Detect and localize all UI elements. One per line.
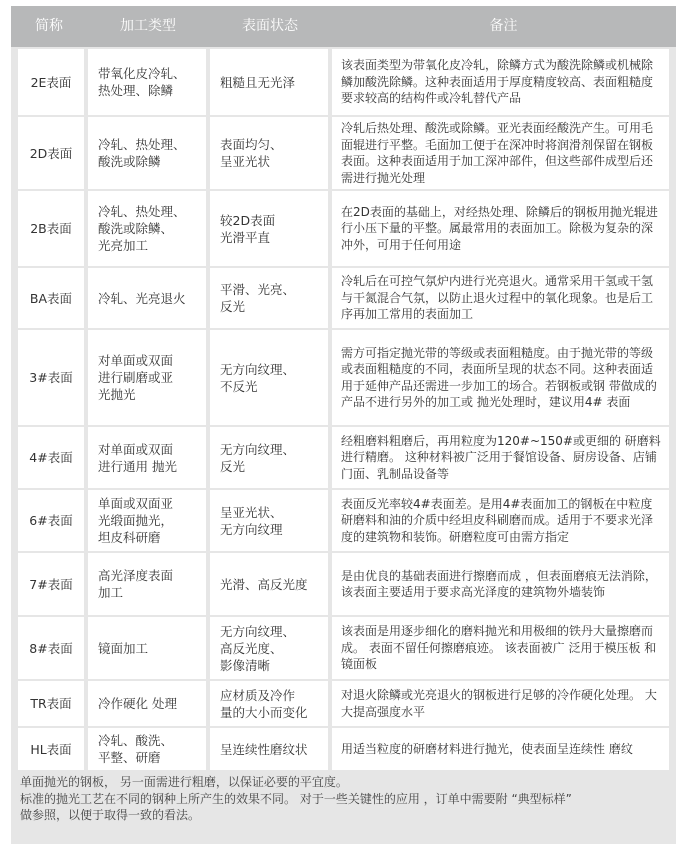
surface-finish-table	[11, 6, 676, 844]
row-code-cell	[18, 191, 84, 266]
row-process: 单面或双面亚 光缎面抛光， 坦皮科研磨	[98, 496, 174, 545]
row-code: 7#表面	[29, 576, 73, 592]
row-code: BA表面	[29, 290, 73, 306]
row-remark: 在2D表面的基础上，对经热处理、除鳞后的钢板用抛光辊进行小压下量的平整。属最常用的表面加工。除极为复杂的深冲外，可用于任何用途	[341, 204, 658, 252]
row-remark-cell	[332, 117, 669, 189]
row-process: 冷轧、酸洗、 平整、研磨	[98, 733, 174, 765]
row-code-cell	[18, 427, 84, 488]
row-remark-cell	[332, 191, 669, 266]
row-process-cell	[88, 427, 206, 488]
row-surface-cell	[210, 681, 328, 726]
footnote-line: 做参照，以便于取得一致的看法。	[20, 808, 201, 822]
row-surface: 粗糙且无光泽	[220, 74, 296, 90]
row-process-cell	[88, 728, 206, 770]
table-row	[11, 427, 676, 488]
row-process: 对单面或双面 进行通用 抛光	[98, 441, 177, 474]
row-surface: 呈亚光状、 无方向纹理	[220, 504, 283, 537]
row-process-cell	[88, 330, 206, 425]
row-surface-cell	[210, 490, 328, 551]
row-code-cell	[18, 117, 84, 189]
footnote	[20, 774, 670, 824]
row-surface-cell	[210, 330, 328, 425]
row-process: 高光泽度表面 加工	[98, 568, 174, 600]
row-surface-cell	[210, 117, 328, 189]
row-process-cell	[88, 617, 206, 679]
row-process: 冷轧、热处理、 酸洗或除鳞、 光亮加工	[98, 204, 186, 253]
row-surface: 应材质及冷作 量的大小而变化	[220, 687, 308, 720]
row-code-cell	[18, 49, 84, 115]
table-row	[11, 681, 676, 726]
row-process: 对单面或双面 进行刷磨或亚 光抛光	[98, 353, 174, 402]
row-process-cell	[88, 268, 206, 328]
row-code: 2D表面	[29, 145, 73, 161]
header-code: 简称	[35, 18, 63, 34]
row-code: HL表面	[30, 741, 72, 757]
table-row	[11, 268, 676, 328]
row-process-cell	[88, 490, 206, 551]
header-surface: 表面状态	[242, 18, 298, 34]
row-code: 2B表面	[30, 221, 72, 236]
row-process-cell	[88, 681, 206, 726]
row-remark-cell	[332, 330, 669, 425]
row-code: 8#表面	[29, 640, 73, 656]
row-remark-cell	[332, 49, 669, 115]
row-surface-cell	[210, 427, 328, 488]
row-process-cell	[88, 117, 206, 189]
table-row	[11, 553, 676, 615]
row-process: 冷轧、光亮退火	[98, 290, 186, 306]
row-remark-cell	[332, 728, 669, 770]
row-remark-cell	[332, 490, 669, 551]
row-code-cell	[18, 553, 84, 615]
row-surface: 表面均匀、 呈亚光状	[220, 137, 283, 169]
row-code: 4#表面	[29, 450, 73, 465]
row-remark-cell	[332, 553, 669, 615]
table-row	[11, 617, 676, 679]
row-code: 6#表面	[29, 513, 73, 528]
row-code-cell	[18, 617, 84, 679]
row-remark-cell	[332, 268, 669, 328]
row-remark: 冷轧后在可控气氛炉内进行光亮退火。通常采用干氢或干氢与干氮混合气氛，以防止退火过程中的氧化现象。也是后工序再加工常用的表面加工	[341, 274, 654, 322]
row-surface-cell	[210, 268, 328, 328]
row-process: 冷作硬化 处理	[98, 696, 177, 711]
row-code: TR表面	[30, 696, 72, 711]
row-surface: 无方向纹理、 不反光	[220, 361, 296, 394]
table-row	[11, 191, 676, 266]
row-remark: 对退火除鳞或光亮退火的钢板进行足够的冷作硬化处理。 大大提高强度水平	[341, 688, 657, 719]
row-surface: 无方向纹理、 反光	[220, 441, 296, 474]
row-surface: 呈连续性磨纹状	[220, 741, 308, 757]
row-process: 镜面加工	[98, 640, 149, 656]
row-code-cell	[18, 681, 84, 726]
table-row	[11, 117, 676, 189]
row-surface-cell	[210, 553, 328, 615]
row-remark-cell	[332, 681, 669, 726]
row-code: 2E表面	[30, 74, 72, 90]
row-code: 3#表面	[29, 370, 73, 385]
table-row	[11, 490, 676, 551]
row-remark-cell	[332, 427, 669, 488]
row-surface: 平滑、光亮、 反光	[220, 282, 296, 314]
row-remark: 该表面是用逐步细化的磨料抛光和用极细的铁丹大量擦磨而成。 表面不留任何擦磨痕迹。 该表面被广 泛用于模压板 和镜面板	[341, 624, 657, 672]
table-row	[11, 330, 676, 425]
row-remark-cell	[332, 617, 669, 679]
row-code-cell	[18, 490, 84, 551]
row-remark: 表面反光率较4#表面差。是用4#表面加工的钢板在中粒度研磨料和油的介质中经坦皮科刷磨而成。适用于不要求光泽度的建筑物和装饰。研磨粒度可由需方指定	[341, 496, 654, 544]
row-surface-cell	[210, 728, 328, 770]
row-surface: 较2D表面 光滑平直	[220, 212, 276, 245]
table-row	[11, 49, 676, 115]
row-process: 带氧化皮冷轧、 热处理、除鳞	[98, 66, 186, 98]
row-code-cell	[18, 268, 84, 328]
footnote-line: 单面抛光的钢板， 另一面需进行粗磨，以保证必要的平宜度。	[20, 775, 348, 789]
row-surface: 无方向纹理、 高反光度、 影像清晰	[220, 623, 296, 673]
row-process-cell	[88, 191, 206, 266]
row-surface-cell	[210, 49, 328, 115]
row-surface-cell	[210, 617, 328, 679]
row-process-cell	[88, 49, 206, 115]
row-surface: 光滑、高反光度	[220, 576, 308, 592]
row-remark: 该表面类型为带氧化皮冷轧，除鳞方式为酸洗除鳞或机械除鳞加酸洗除鳞。这种表面适用于厚度精度较高、表面粗糙度要求较高的结构件或冷轧替代产品	[341, 58, 654, 106]
header-process: 加工类型	[120, 18, 176, 34]
header-remark: 备注	[489, 18, 518, 34]
row-remark: 是由优良的基础表面进行擦磨而成 ，但表面磨痕无法消除，该表面主要适用于要求高光泽度的建筑物外墙装饰	[341, 568, 657, 599]
row-remark: 经粗磨料粗磨后，再用粒度为120#~150#或更细的 研磨料进行精磨。 这种材料被广泛用于餐馆设备、厨房设备、店铺门面、乳制品设备等	[341, 433, 661, 481]
footnote-line: 标准的抛光工艺在不同的钢种上所产生的效果不同。 对于一些关键性的应用 ，订单中需要附 “典型标样”	[20, 791, 572, 806]
table-row	[11, 728, 676, 770]
row-code-cell	[18, 330, 84, 425]
row-code-cell	[18, 728, 84, 770]
table-header	[11, 6, 676, 47]
row-remark: 冷轧后热处理、酸洗或除鳞。亚光表面经酸洗产生。可用毛面辊进行平整。毛面加工便于在深冲时将润滑剂保留在钢板表面。这种表面适用于加工深冲部件，但这些部件成型后还需进行抛光处理	[341, 121, 654, 185]
row-surface-cell	[210, 191, 328, 266]
row-process-cell	[88, 553, 206, 615]
row-remark: 需方可指定抛光带的等级或表面粗糙度。由于抛光带的等级或表面粗糙度的不同，表面所呈现的状态不同。这种表面适用于延伸产品还需进一步加工的场合。若钢板或钢 带做成的产品不进行另外的加工或 抛光处理时，建议用4# 表面	[341, 345, 657, 409]
row-remark: 用适当粒度的研磨材料进行抛光，使表面呈连续性 磨纹	[341, 741, 633, 756]
row-process: 冷轧、热处理、 酸洗或除鳞	[98, 137, 186, 169]
